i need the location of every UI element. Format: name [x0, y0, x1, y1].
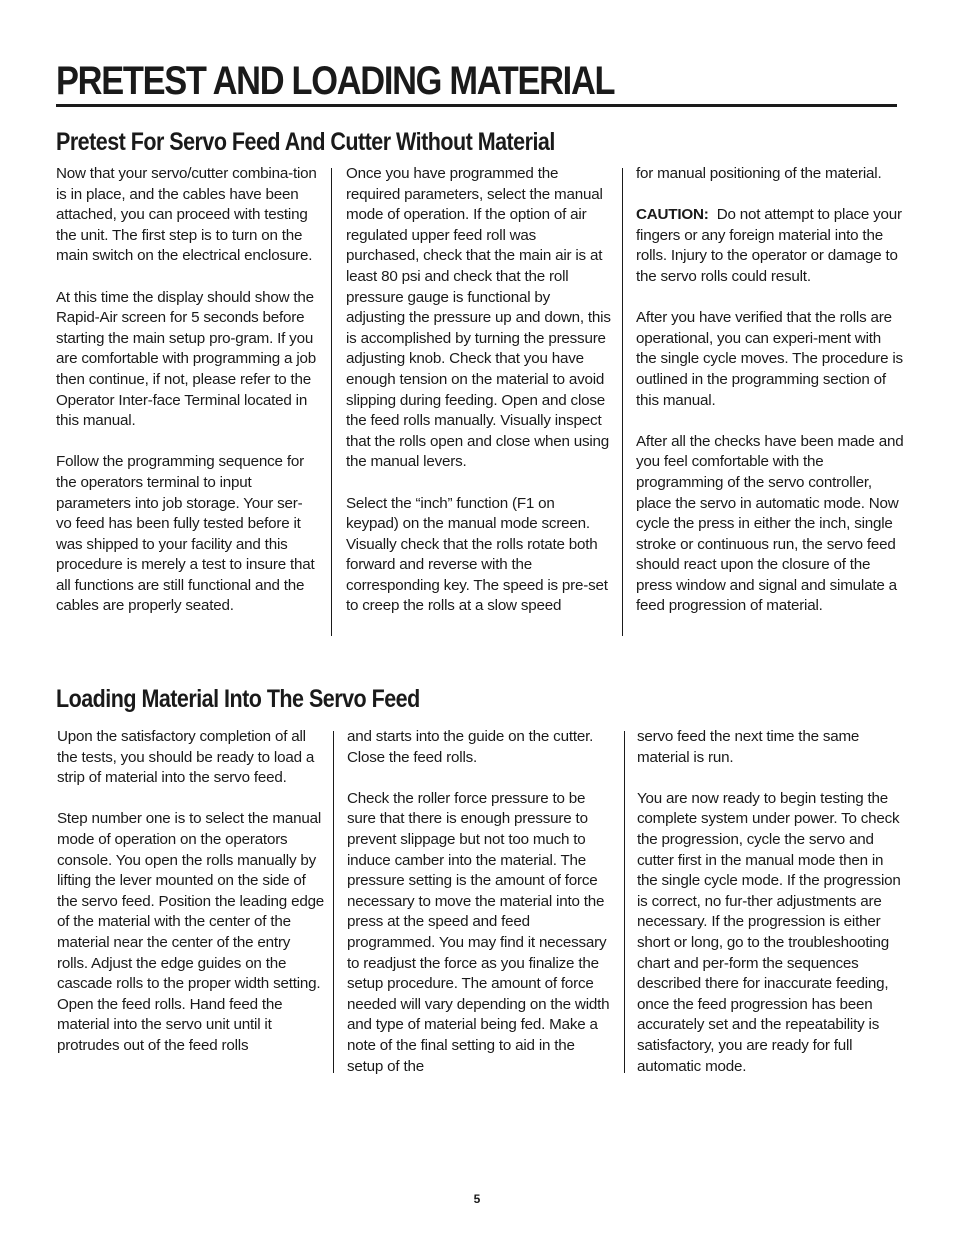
caution-text: Do not attempt to place your fingers or any foreign material into the rolls. Injury to the operator or damage to the servo rolls could result. [636, 206, 902, 285]
column-divider [624, 731, 625, 1073]
paragraph: Select the “inch” function (F1 on keypad) on the manual mode screen. Visually check that the rolls rotate both forward and reverse with the corresponding key. The speed is pre-set to creep the rolls at a slow speed [346, 494, 608, 615]
paragraph: and starts into the guide on the cutter. Close the feed rolls. [347, 728, 594, 766]
title-divider [56, 104, 897, 107]
paragraph: After you have verified that the rolls are operational, you can experi-ment with the single cycle moves. The procedure is outlined in the programming section of this manual. [636, 309, 903, 409]
column-divider [331, 168, 332, 636]
paragraph: Once you have programmed the required parameters, select the manual mode of operation. If the option of air regulated upper feed roll was purchased, check that the main air is at least 80 psi and check that the roll pressure gauge is functional by adjusting the pressure up and down, this is accomplished by turning the pressure adjusting knob. Check that you have enough tension on the material to avoid slipping during feeding. Open and close the feed rolls manually. Visually inspect that the rolls open and close when using the manual levers. [346, 165, 611, 471]
paragraph: servo feed the next time the same material is run. [637, 728, 860, 766]
paragraph: Follow the programming sequence for the operators terminal to input parameters into job storage. Your ser-vo feed has been fully tested before it was shipped to your facility and this procedure is merely a test to insure that all functions are still functional and the cables are properly seated. [56, 453, 315, 615]
pretest-column-3 [636, 164, 904, 617]
pretest-column-2 [346, 164, 611, 617]
caution-paragraph [636, 205, 904, 287]
loading-column-1 [57, 727, 325, 1057]
paragraph: You are now ready to begin testing the complete system under power. To check the progression, cycle the servo and cutter first in the manual mode then in the single cycle mode. If the progression is correct, no fur-ther adjustments are necessary. If the progression is either short or long, go to the troubleshooting chart and per-form the sequences described there for inaccurate feeding, once the feed progression has been accurately set and the repeatability is satisfactory, you are ready for full automatic mode. [637, 789, 901, 1075]
column-divider [333, 731, 334, 1073]
page-title: PRETEST AND LOADING MATERIAL [56, 59, 615, 103]
section-heading-loading: Loading Material Into The Servo Feed [56, 685, 420, 713]
pretest-column-1 [56, 164, 318, 617]
column-divider [622, 168, 623, 636]
paragraph: for manual positioning of the material. [636, 165, 882, 182]
paragraph: After all the checks have been made and you feel comfortable with the programming of the servo controller, place the servo in automatic mode. Now cycle the press in either the inch, single stroke or continuous run, the servo feed should react upon the closure of the press window and signal and simulate a feed progression of material. [636, 432, 904, 615]
caution-label: CAUTION: [636, 206, 709, 224]
paragraph: Now that your servo/cutter combina-tion is in place, and the cables have been attached, you can proceed with testing the unit. The first step is to turn on the main switch on the electrical enclosure. [56, 165, 317, 265]
paragraph: Check the roller force pressure to be sure that there is enough pressure to prevent slippage but not too much to induce camber into the material. The pressure setting is the amount of force necessary to move the material into the press at the speed and feed programmed. You may find it necessary to readjust the force as you finalize the setup procedure. The amount of force needed will vary depending on the width and type of material being fed. Make a note of the final setting to aid in the setup of the [347, 789, 610, 1075]
page-number: 5 [473, 1192, 481, 1206]
paragraph: At this time the display should show the Rapid-Air screen for 5 seconds before starting the main setup pro-gram. If you are comfortable with programming a job then continue, if not, please refer to the Operator Inter-face Terminal located in this manual. [56, 288, 316, 430]
paragraph: Step number one is to select the manual mode of operation on the operators console. You open the rolls manually by lifting the lever mounted on the side of the servo feed. Position the leading edge of the material with the center of the material near the center of the entry rolls. Adjust the edge guides on the cascade rolls to the proper width setting. Open the feed rolls. Hand feed the material into the servo unit until it protrudes out of the feed rolls [57, 810, 325, 1054]
paragraph: Upon the satisfactory completion of all the tests, you should be ready to load a strip of material into the servo feed. [57, 728, 315, 787]
loading-column-3 [637, 727, 902, 1077]
section-heading-pretest: Pretest For Servo Feed And Cutter Without Material [56, 128, 555, 156]
loading-column-2 [347, 727, 613, 1077]
